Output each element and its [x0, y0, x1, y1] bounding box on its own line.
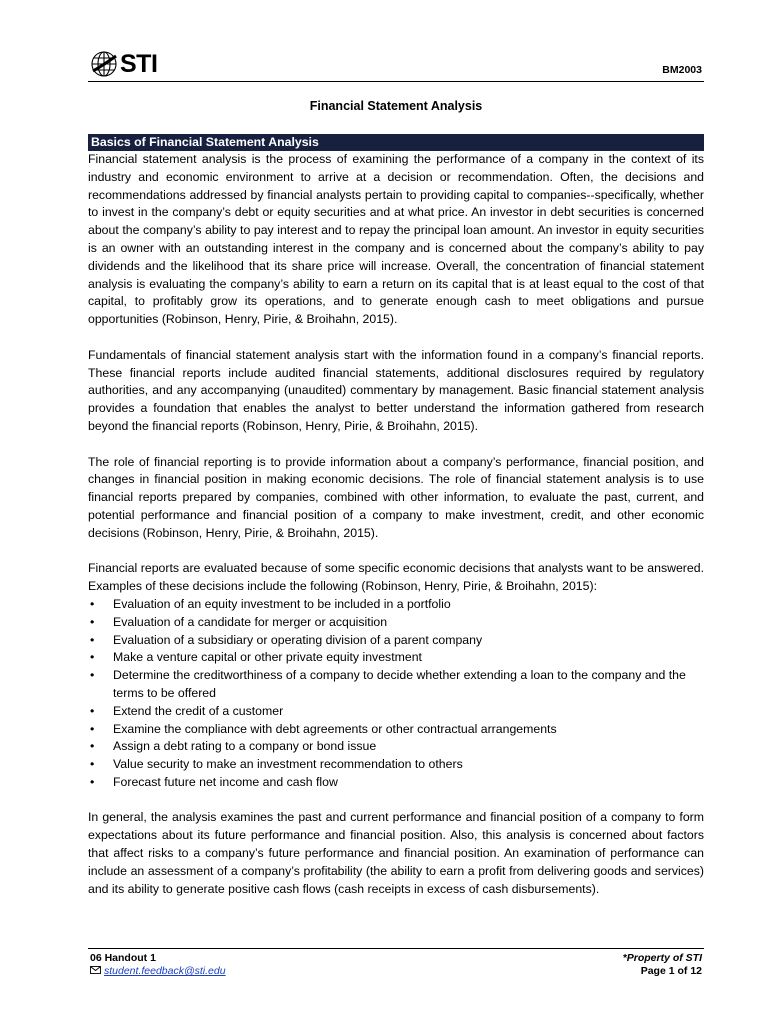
property-label: *Property of STI: [622, 952, 702, 964]
sti-logo: [90, 48, 158, 80]
list-item: • Evaluation of a candidate for merger or acquisition: [88, 614, 704, 632]
paragraph: Fundamentals of financial statement analysis start with the information found in a company’s financial reports. These financial reports include audited financial statements, additional disclosures required by regulatory authorities, and any accompanying (unaudited) commentary by management. Basic financial statement analysis provides a foundation that enables the analyst to better understand the information gathered from research beyond the financial reports (Robinson, Henry, Pirie, & Broihahn, 2015).: [88, 347, 704, 433]
list-item: • Make a venture capital or other private equity investment: [88, 649, 704, 667]
logo-text: STI: [120, 49, 158, 78]
envelope-icon: [90, 965, 101, 978]
document-code: BM2003: [662, 64, 702, 76]
footer-email: [90, 965, 226, 978]
list-item: • Examine the compliance with debt agreements or other contractual arrangements: [88, 721, 704, 739]
sti-globe-logo-icon: [90, 50, 118, 78]
header-divider: [88, 81, 704, 82]
email-link[interactable]: student.feedback@sti.edu: [104, 965, 226, 977]
list-item: • Assign a debt rating to a company or bond issue: [88, 738, 704, 756]
list-item: • Evaluation of a subsidiary or operating division of a parent company: [88, 632, 704, 650]
document-body: [88, 134, 704, 898]
paragraph-gap: [88, 792, 704, 810]
page-number: Page 1 of 12: [640, 965, 702, 977]
list-item: • Determine the creditworthiness of a company to decide whether extending a loan to the company and the terms to be offered: [88, 667, 704, 703]
paragraph: The role of financial reporting is to provide information about a company’s performance, financial position, and changes in financial position in making economic decisions. The role of financial statement analysis is to use financial reports prepared by companies, combined with other information, to evaluate the past, current, and potential performance and financial position of a company to make investment, credit, and other economic decisions (Robinson, Henry, Pirie, & Broihahn, 2015).: [88, 454, 704, 540]
page-title: Financial Statement Analysis: [309, 99, 483, 113]
handout-label: 06 Handout 1: [90, 952, 156, 964]
paragraph-gap: [88, 436, 704, 454]
footer-right: [623, 952, 702, 978]
paragraph-gap: [88, 329, 704, 347]
paragraph-gap: [88, 543, 704, 561]
list-item: • Extend the credit of a customer: [88, 703, 704, 721]
footer-divider: [88, 948, 704, 949]
paragraph: Financial statement analysis is the process of examining the performance of a company in the context of its industry and economic environment to arrive at a decision or recommendation. Often, the decisions and recommendations addressed by financial analysts pertain to providing capital to companies--specifically, whether to invest in the company’s debt or equity securities and at what price. An investor in debt securities is concerned about the company’s ability to pay interest and to repay the principal loan amount. An investor in equity securities is an owner with an outstanding interest in the company and is concerned about the company’s ability to pay dividends and the likelihood that its share price will increase. Overall, the concentration of financial statement analysis is evaluating the company’s ability to earn a return on its capital that is at least equal to the cost of that capital, to profitably grow its operations, and to generate enough cash to meet obligations and pursue opportunities (Robinson, Henry, Pirie, & Broihahn, 2015).: [88, 152, 704, 327]
paragraph: In general, the analysis examines the past and current performance and financial position of a company to form expectations about its future performance and financial position. Also, this analysis is concerned about factors that affect risks to a company’s future performance and financial position. An examination of performance can include an assessment of a company’s profitability (the ability to earn a profit from delivering goods and services) and its ability to generate positive cash flows (cash receipts in excess of cash disbursements).: [88, 810, 704, 896]
section-heading: Basics of Financial Statement Analysis: [88, 134, 704, 151]
paragraph: Financial reports are evaluated because of some specific economic decisions that analysts want to be answered. Examples of these decisions include the following (Robinson, Henry, Pirie, & Broihahn, 2015):: [88, 561, 704, 594]
footer-left: [90, 952, 226, 978]
decision-list: [88, 596, 704, 792]
list-item: • Forecast future net income and cash flow: [88, 774, 704, 792]
list-item: • Value security to make an investment recommendation to others: [88, 756, 704, 774]
list-item: • Evaluation of an equity investment to be included in a portfolio: [88, 596, 704, 614]
